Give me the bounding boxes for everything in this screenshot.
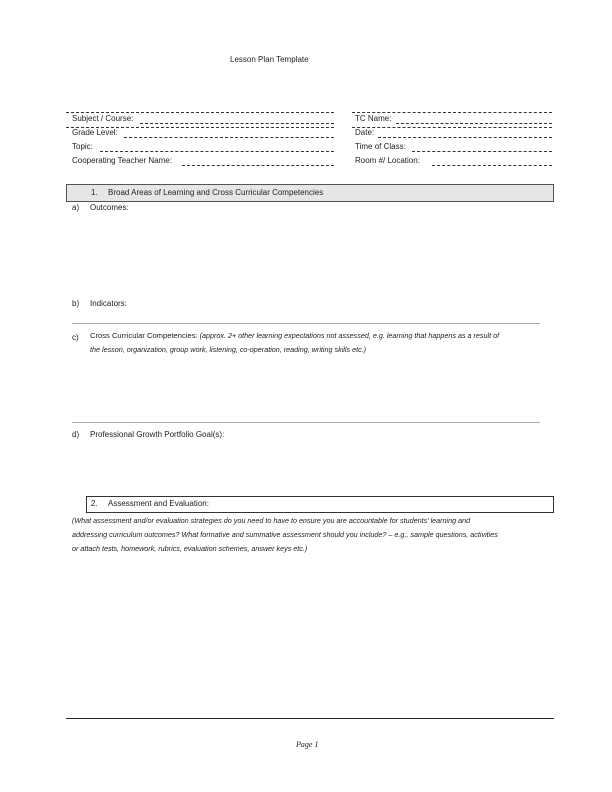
grade-level-field[interactable]: [124, 137, 334, 138]
cross-curricular-input-area[interactable]: [90, 362, 550, 418]
cross-curricular-note-line2: the lesson, organization, group work, listening, co-operation, reading, writing skills etc.): [90, 345, 367, 354]
section-1-heading: Broad Areas of Learning and Cross Curricular Competencies: [108, 188, 324, 197]
outcomes-input-area[interactable]: [90, 214, 550, 294]
cross-curricular-label: Cross Curricular Competencies:: [90, 331, 198, 340]
section-2-heading-box: [86, 496, 554, 513]
subject-course-field[interactable]: [140, 123, 334, 124]
document-title: Lesson Plan Template: [230, 55, 309, 64]
indicators-marker: b): [72, 299, 80, 308]
tc-name-label: TC Name:: [355, 114, 392, 123]
date-field[interactable]: [378, 137, 552, 138]
field-dash-line: [352, 127, 552, 128]
footer-rule: [66, 718, 554, 719]
date-label: Date:: [355, 128, 375, 137]
topic-label: Topic:: [72, 142, 93, 151]
room-location-field[interactable]: [432, 165, 552, 166]
pgp-goals-label: Professional Growth Portfolio Goal(s):: [90, 430, 225, 439]
field-dash-line: [66, 112, 334, 113]
cooperating-teacher-label: Cooperating Teacher Name:: [72, 156, 172, 165]
section-divider: [72, 323, 540, 324]
tc-name-field[interactable]: [396, 123, 552, 124]
assessment-note-line3: or attach tests, homework, rubrics, evaluation schemes, answer keys etc.): [72, 544, 308, 553]
pgp-goals-input-area[interactable]: [90, 442, 550, 492]
pgp-goals-marker: d): [72, 430, 80, 439]
assessment-note-line2: addressing curriculum outcomes? What formative and summative assessment should you include? – e.g., sample questions, activities: [72, 530, 498, 539]
section-1-number: 1.: [91, 188, 98, 197]
topic-field[interactable]: [100, 151, 334, 152]
cross-curricular-note-line1: (approx. 2+ other learning expectations not assessed, e.g. learning that happens as a result of: [199, 331, 500, 340]
time-of-class-label: Time of Class:: [355, 142, 406, 151]
assessment-note-line1: (What assessment and/or evaluation strategies do you need to have to ensure you are accountable for students' learning and: [72, 516, 471, 525]
section-2-number: 2.: [91, 499, 98, 508]
section-2-heading: Assessment and Evaluation:: [108, 499, 209, 508]
page-number: Page 1: [296, 740, 319, 749]
outcomes-marker: a): [72, 203, 80, 212]
cooperating-teacher-field[interactable]: [182, 165, 334, 166]
indicators-label: Indicators:: [90, 299, 127, 308]
section-1-heading-box: [66, 184, 554, 202]
field-dash-line: [352, 112, 552, 113]
time-of-class-field[interactable]: [412, 151, 552, 152]
cross-curricular-marker: c): [72, 333, 79, 342]
subject-course-label: Subject / Course:: [72, 114, 134, 123]
section-divider: [72, 422, 540, 423]
grade-level-label: Grade Level:: [72, 128, 118, 137]
room-location-label: Room #/ Location:: [355, 156, 420, 165]
assessment-input-area[interactable]: [72, 560, 550, 710]
outcomes-label: Outcomes:: [90, 203, 129, 212]
